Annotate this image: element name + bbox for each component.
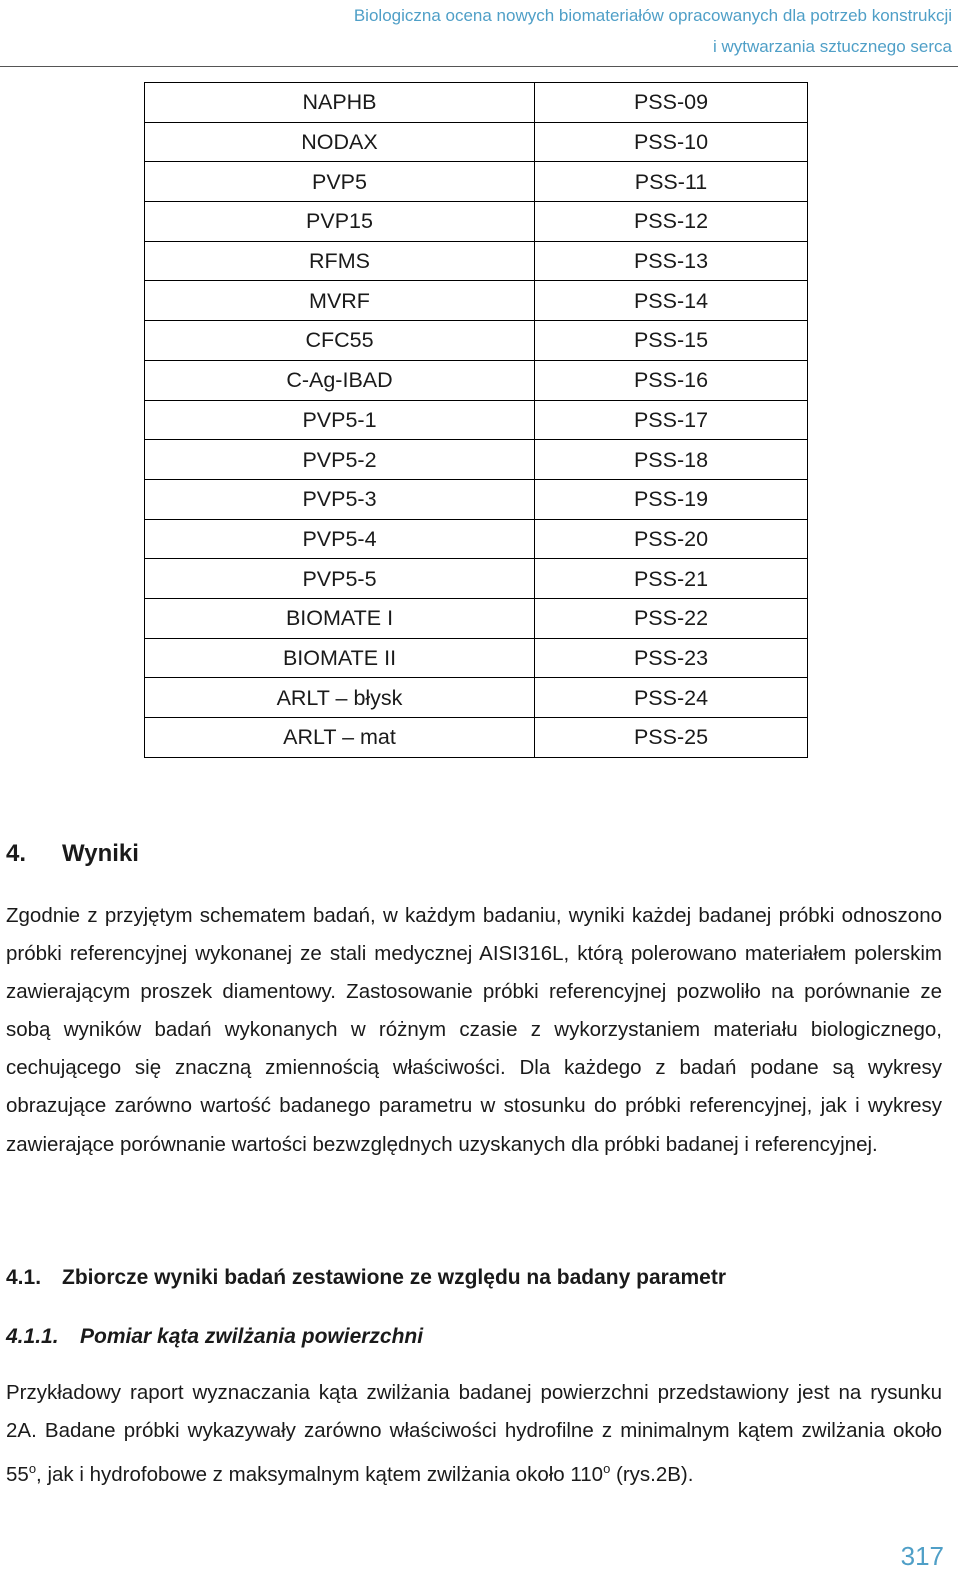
sample-code-cell: PSS-25 — [535, 718, 808, 758]
section-4-1-number: 4.1. — [6, 1266, 42, 1289]
sample-code-cell: PSS-16 — [535, 360, 808, 400]
running-header-line1: Biologiczna ocena nowych biomateriałów opracowanych dla potrzeb konstrukcji — [353, 6, 952, 25]
page-number: 317 — [900, 1541, 944, 1571]
section-4-title: Wyniki — [62, 840, 139, 867]
section-4-1-1-number: 4.1.1. — [6, 1325, 59, 1348]
material-name-cell: CFC55 — [145, 321, 535, 361]
material-name-cell: ARLT – błysk — [145, 678, 535, 718]
running-header-line2: i wytwarzania sztucznego serca — [712, 37, 952, 56]
material-name-cell: PVP5 — [145, 162, 535, 202]
paragraph-text-c: (rys.2B). — [610, 1463, 694, 1487]
section-4-1-1-title: Pomiar kąta zwilżania powierzchni — [80, 1325, 424, 1348]
section-4-paragraph: Zgodnie z przyjętym schematem badań, w każdym badaniu, wyniki każdej badanej próbki odnoszono próbki referencyjnej wykonanej ze stali medycznej AISI316L, którą polerowano materiałem polerskim zawierającym proszek diamentowy. Zastosowanie próbki referencyjnej pozwoliło na porównanie ze sobą wyników badań wykonanych w różnym czasie z wykorzystaniem materiału biologicznego, cechującego się znaczną zmiennością właściwości. Dla każdego z badań podane są wykresy obrazujące zarówno wartość badanego parametru w stosunku do próbki referencyjnej, jak i wykresy zawierające porównanie wartości bezwzględnych uzyskanych dla próbki badanej i referencyjnej. — [6, 904, 942, 1156]
table-row — [145, 718, 808, 758]
sample-code-cell: PSS-22 — [535, 598, 808, 638]
table-row — [145, 519, 808, 559]
table-row — [145, 479, 808, 519]
material-name-cell: PVP5-1 — [145, 400, 535, 440]
table-row — [145, 122, 808, 162]
sample-code-cell: PSS-13 — [535, 241, 808, 281]
sample-code-cell: PSS-10 — [535, 122, 808, 162]
table-row — [145, 598, 808, 638]
sample-code-cell: PSS-23 — [535, 638, 808, 678]
table-row — [145, 281, 808, 321]
material-name-cell: PVP15 — [145, 202, 535, 242]
section-4-1-heading — [6, 1266, 726, 1290]
sample-code-cell: PSS-15 — [535, 321, 808, 361]
table-row — [145, 678, 808, 718]
table-row — [145, 241, 808, 281]
table-row — [145, 83, 808, 123]
sample-code-cell: PSS-24 — [535, 678, 808, 718]
degree-symbol-b: o — [603, 1461, 611, 1477]
section-4-1-title: Zbiorcze wyniki badań zestawione ze względu na badany parametr — [62, 1266, 727, 1289]
section-4-number: 4. — [6, 840, 27, 867]
samples-table — [144, 82, 808, 758]
table-row — [145, 321, 808, 361]
section-4-heading — [6, 840, 139, 868]
sample-code-cell: PSS-20 — [535, 519, 808, 559]
material-name-cell: C-Ag-IBAD — [145, 360, 535, 400]
table-row — [145, 559, 808, 599]
sample-code-cell: PSS-18 — [535, 440, 808, 480]
degree-symbol-a: o — [28, 1461, 37, 1477]
material-name-cell: PVP5-4 — [145, 519, 535, 559]
sample-code-cell: PSS-09 — [535, 83, 808, 123]
sample-code-cell: PSS-14 — [535, 281, 808, 321]
sample-code-cell: PSS-11 — [535, 162, 808, 202]
material-name-cell: PVP5-2 — [145, 440, 535, 480]
section-4-1-1-paragraph — [6, 1374, 942, 1494]
table-row — [145, 400, 808, 440]
sample-code-cell: PSS-12 — [535, 202, 808, 242]
header-divider — [0, 66, 958, 67]
material-name-cell: PVP5-3 — [145, 479, 535, 519]
material-name-cell: BIOMATE II — [145, 638, 535, 678]
table-row — [145, 202, 808, 242]
section-4-1-1-heading — [6, 1325, 423, 1349]
table-row — [145, 360, 808, 400]
material-name-cell: PVP5-5 — [145, 559, 535, 599]
material-name-cell: ARLT – mat — [145, 718, 535, 758]
table-row — [145, 638, 808, 678]
sample-code-cell: PSS-21 — [535, 559, 808, 599]
samples-table-body — [145, 83, 808, 758]
paragraph-text-a: Przykładowy raport wyznaczania kąta zwilżania badanej powierzchni przedstawiony jest na rysunku 2A. Badane próbki wykazywały zarówno właściwości hydrofilne z minimalnym kątem zwilżania około 55 — [6, 1381, 942, 1487]
material-name-cell: BIOMATE I — [145, 598, 535, 638]
material-name-cell: RFMS — [145, 241, 535, 281]
paragraph-text-b: , jak i hydrofobowe z maksymalnym kątem zwilżania około 110 — [36, 1463, 604, 1487]
running-header — [52, 0, 952, 62]
sample-code-cell: PSS-19 — [535, 479, 808, 519]
table-row — [145, 440, 808, 480]
material-name-cell: NODAX — [145, 122, 535, 162]
table-row — [145, 162, 808, 202]
material-name-cell: MVRF — [145, 281, 535, 321]
sample-code-cell: PSS-17 — [535, 400, 808, 440]
material-name-cell: NAPHB — [145, 83, 535, 123]
